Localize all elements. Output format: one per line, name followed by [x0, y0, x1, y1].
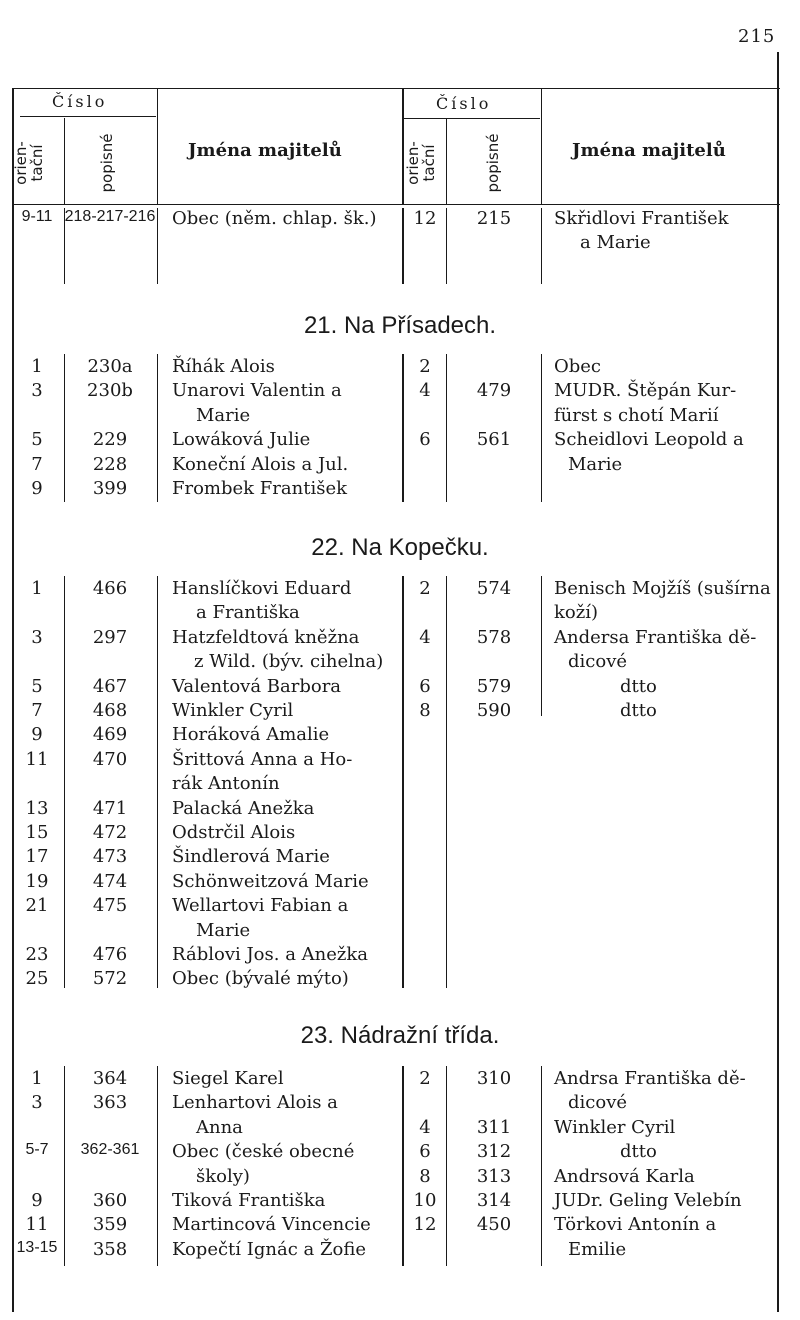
popisne-cislo: 470 — [92, 748, 128, 770]
jmeno-majitele: Anna — [196, 1116, 243, 1138]
jmeno-majitele: z Wild. (býv. cihelna) — [194, 651, 384, 673]
popisne-cislo-right: 479 — [476, 380, 512, 402]
table-row — [0, 1166, 800, 1190]
jmeno-majitele: Tiková Františka — [172, 1190, 326, 1211]
header-sep — [446, 118, 447, 204]
orientacni-cislo-right: 8 — [419, 1165, 431, 1187]
table-row — [0, 208, 800, 232]
popisne-cislo-right: 578 — [476, 626, 512, 648]
orientacni-cislo: 7 — [31, 700, 43, 721]
orientacni-cislo: 9 — [31, 724, 43, 746]
popisne-cislo: 218-217-216 — [64, 208, 156, 225]
table-row — [0, 724, 800, 748]
header-jmena-right: Jména majitelů — [572, 140, 726, 161]
popisne-cislo-right: 312 — [476, 1141, 512, 1163]
orientacni-cislo: 7 — [31, 453, 43, 475]
table-row — [0, 429, 800, 453]
popisne-cislo: 468 — [92, 700, 128, 721]
popisne-cislo: 228 — [92, 453, 128, 475]
table-row — [0, 602, 800, 626]
orientacni-cislo: 9-11 — [21, 208, 53, 225]
jmeno-majitele: Lenhartovi Alois a — [172, 1092, 338, 1114]
jmeno-majitele: Martincová Vincencie — [172, 1214, 371, 1236]
orientacni-cislo: 13 — [25, 797, 49, 819]
jmeno-majitele-right: dicové — [568, 651, 628, 673]
table-row — [0, 356, 800, 380]
header-popisne-left: popisné — [98, 133, 116, 193]
table-row — [0, 405, 800, 429]
popisne-cislo-right: 579 — [476, 675, 512, 697]
popisne-cislo: 359 — [92, 1214, 128, 1236]
jmeno-majitele: Odstrčil Alois — [172, 822, 296, 843]
table-row — [0, 1239, 800, 1263]
table-row — [0, 700, 800, 724]
table-row — [0, 1190, 800, 1214]
table-row — [0, 1092, 800, 1116]
table-row — [0, 798, 800, 822]
popisne-cislo: 362-361 — [80, 1141, 140, 1159]
table-row — [0, 232, 800, 256]
jmeno-majitele: Marie — [196, 919, 251, 941]
popisne-cislo-right: 310 — [476, 1068, 512, 1089]
jmeno-majitele: Hatzfeldtová kněžna — [172, 626, 360, 648]
jmeno-majitele-right: Marie — [568, 453, 623, 475]
header-cislo-right: Číslo — [436, 94, 492, 113]
popisne-cislo: 230b — [87, 380, 133, 402]
popisne-cislo-right: 215 — [476, 208, 512, 229]
popisne-cislo-right: 590 — [476, 700, 512, 721]
jmeno-majitele-right: Obec — [554, 356, 602, 377]
section-title: 21. Na Přísadech. — [303, 312, 497, 339]
jmeno-majitele: Ráblovi Jos. a Anežka — [172, 944, 369, 965]
orientacni-cislo-right: 4 — [419, 380, 431, 402]
popisne-cislo: 466 — [92, 578, 128, 599]
cislo-rule-right — [404, 118, 540, 119]
table-row — [0, 380, 800, 404]
jmeno-majitele-right: koží) — [554, 602, 599, 624]
jmeno-majitele: rák Antonín — [172, 773, 280, 795]
table-row — [0, 773, 800, 797]
jmeno-majitele: Frombek František — [172, 478, 348, 499]
jmeno-majitele-right: Andrsa Františka dě- — [554, 1068, 746, 1089]
jmeno-majitele-right: Andrsová Karla — [554, 1165, 695, 1187]
jmeno-majitele-right: dtto — [620, 1141, 657, 1163]
orientacni-cislo: 9 — [31, 1190, 43, 1211]
orientacni-cislo: 1 — [31, 578, 43, 599]
orientacni-cislo: 19 — [25, 870, 49, 892]
table-row — [0, 1117, 800, 1141]
popisne-cislo: 472 — [92, 822, 128, 843]
header-bottom-rule — [12, 204, 780, 205]
jmeno-majitele: a Františka — [196, 602, 300, 624]
orientacni-cislo: 11 — [25, 748, 49, 770]
jmeno-majitele-right: dicové — [568, 1092, 628, 1114]
orientacni-cislo: 5-7 — [25, 1141, 49, 1159]
table-row — [0, 871, 800, 895]
popisne-cislo: 467 — [92, 675, 128, 697]
header-orientacni-left: orien- tační — [12, 141, 46, 185]
orientacni-cislo-right: 2 — [419, 356, 431, 377]
table-row — [0, 822, 800, 846]
jmeno-majitele: Obec (něm. chlap. šk.) — [172, 208, 377, 229]
orientacni-cislo-right: 2 — [419, 1068, 431, 1089]
orientacni-cislo-right: 12 — [413, 208, 437, 229]
jmeno-majitele-right: Andersa Františka dě- — [554, 626, 757, 648]
orientacni-cislo: 9 — [31, 478, 43, 499]
jmeno-majitele: Kopečtí Ignác a Žofie — [172, 1238, 366, 1260]
orientacni-cislo: 3 — [31, 380, 43, 402]
jmeno-majitele: Schönweitzová Marie — [172, 870, 369, 892]
page-number: 215 — [738, 26, 776, 47]
section-title: 23. Nádražní třída. — [300, 1022, 500, 1049]
header-jmena-left: Jména majitelů — [188, 140, 342, 161]
table-row — [0, 1068, 800, 1092]
header-sep — [157, 88, 158, 204]
popisne-cislo: 297 — [92, 626, 128, 648]
orientacni-cislo: 15 — [25, 822, 49, 843]
orientacni-cislo-right: 6 — [419, 1141, 431, 1163]
table-row — [0, 895, 800, 919]
table-row — [0, 920, 800, 944]
jmeno-majitele: Siegel Karel — [172, 1068, 284, 1089]
orientacni-cislo: 13-15 — [16, 1238, 58, 1256]
jmeno-majitele-right: Emilie — [568, 1238, 627, 1260]
orientacni-cislo: 1 — [31, 1068, 43, 1089]
orientacni-cislo-right: 4 — [419, 1116, 431, 1138]
popisne-cislo: 358 — [92, 1238, 128, 1260]
popisne-cislo: 399 — [92, 478, 128, 499]
table-row — [0, 846, 800, 870]
jmeno-majitele-right: Skřidlovi František — [554, 208, 729, 229]
orientacni-cislo: 3 — [31, 626, 43, 648]
table-row — [0, 627, 800, 651]
jmeno-majitele: Lowáková Julie — [172, 429, 311, 451]
popisne-cislo: 363 — [92, 1092, 128, 1114]
orientacni-cislo-right: 6 — [419, 429, 431, 451]
jmeno-majitele: Winkler Cyril — [172, 700, 294, 721]
table-row — [0, 651, 800, 675]
jmeno-majitele-right: fürst s chotí Marií — [554, 404, 719, 426]
orientacni-cislo: 5 — [31, 675, 43, 697]
table-row — [0, 676, 800, 700]
orientacni-cislo: 11 — [25, 1214, 49, 1236]
orientacni-cislo: 21 — [25, 895, 49, 917]
jmeno-majitele: Šindlerová Marie — [172, 846, 330, 868]
table-row — [0, 478, 800, 502]
jmeno-majitele-right: dtto — [620, 700, 657, 721]
popisne-cislo-right: 450 — [476, 1214, 512, 1236]
popisne-cislo: 360 — [92, 1190, 128, 1211]
orientacni-cislo-right: 2 — [419, 578, 431, 599]
jmeno-majitele: Wellartovi Fabian a — [172, 895, 349, 917]
jmeno-majitele: Marie — [196, 404, 251, 426]
orientacni-cislo: 5 — [31, 429, 43, 451]
orientacni-cislo-right: 8 — [419, 700, 431, 721]
orientacni-cislo: 1 — [31, 356, 43, 377]
jmeno-majitele: Šrittová Anna a Ho- — [172, 748, 353, 770]
jmeno-majitele-right: Benisch Mojžíš (sušírna — [554, 578, 771, 599]
jmeno-majitele: Unarovi Valentin a — [172, 380, 342, 402]
popisne-cislo: 474 — [92, 870, 128, 892]
cislo-rule-left — [20, 116, 156, 117]
jmeno-majitele: Valentová Barbora — [172, 675, 342, 697]
jmeno-majitele: Koneční Alois a Jul. — [172, 453, 349, 475]
header-cislo-left: Číslo — [52, 92, 108, 111]
table-row — [0, 944, 800, 968]
popisne-cislo: 230a — [87, 356, 133, 377]
popisne-cislo: 469 — [92, 724, 128, 746]
popisne-cislo: 572 — [92, 968, 128, 990]
jmeno-majitele-right: Scheidlovi Leopold a — [554, 429, 744, 451]
table-row — [0, 1141, 800, 1165]
table-row — [0, 749, 800, 773]
popisne-cislo-right: 314 — [476, 1190, 512, 1211]
orientacni-cislo-right: 6 — [419, 675, 431, 697]
table-row — [0, 968, 800, 992]
table-row — [0, 1214, 800, 1238]
orientacni-cislo: 25 — [25, 968, 49, 990]
table-top-rule — [12, 88, 780, 89]
jmeno-majitele-right: dtto — [620, 675, 657, 697]
jmeno-majitele: školy) — [196, 1165, 250, 1187]
jmeno-majitele: Horáková Amalie — [172, 724, 330, 746]
header-orientacni-right: orien- tační — [404, 141, 438, 185]
orientacni-cislo-right: 4 — [419, 626, 431, 648]
popisne-cislo: 471 — [92, 797, 128, 819]
header-popisne-right: popisné — [484, 133, 502, 193]
jmeno-majitele: Palacká Anežka — [172, 797, 315, 819]
popisne-cislo-right: 311 — [476, 1116, 512, 1138]
section-title: 22. Na Kopečku. — [311, 534, 489, 561]
popisne-cislo-right: 574 — [476, 578, 512, 599]
jmeno-majitele: Říhák Alois — [172, 356, 275, 377]
jmeno-majitele: Hanslíčkovi Eduard — [172, 578, 352, 599]
table-row — [0, 454, 800, 478]
jmeno-majitele: Obec (bývalé mýto) — [172, 968, 349, 990]
header-sep — [541, 88, 542, 204]
jmeno-majitele-right: MUDR. Štěpán Kur- — [554, 380, 737, 402]
popisne-cislo-right: 313 — [476, 1165, 512, 1187]
jmeno-majitele-right: Törkovi Antonín a — [554, 1214, 717, 1236]
table-row — [0, 578, 800, 602]
popisne-cislo: 475 — [92, 895, 128, 917]
header-sep — [64, 118, 65, 204]
header-sep — [402, 88, 404, 204]
popisne-cislo: 473 — [92, 846, 128, 868]
popisne-cislo: 476 — [92, 944, 128, 965]
popisne-cislo: 229 — [92, 429, 128, 451]
orientacni-cislo-right: 12 — [413, 1214, 437, 1236]
orientacni-cislo: 17 — [25, 846, 49, 868]
orientacni-cislo: 23 — [25, 944, 49, 965]
orientacni-cislo-right: 10 — [413, 1190, 437, 1211]
popisne-cislo: 364 — [92, 1068, 128, 1089]
jmeno-majitele-right: JUDr. Geling Velebín — [554, 1190, 742, 1211]
jmeno-majitele-right: Winkler Cyril — [554, 1116, 676, 1138]
popisne-cislo-right: 561 — [476, 429, 512, 451]
orientacni-cislo: 3 — [31, 1092, 43, 1114]
jmeno-majitele-right: a Marie — [580, 232, 651, 254]
jmeno-majitele: Obec (české obecné — [172, 1141, 355, 1163]
